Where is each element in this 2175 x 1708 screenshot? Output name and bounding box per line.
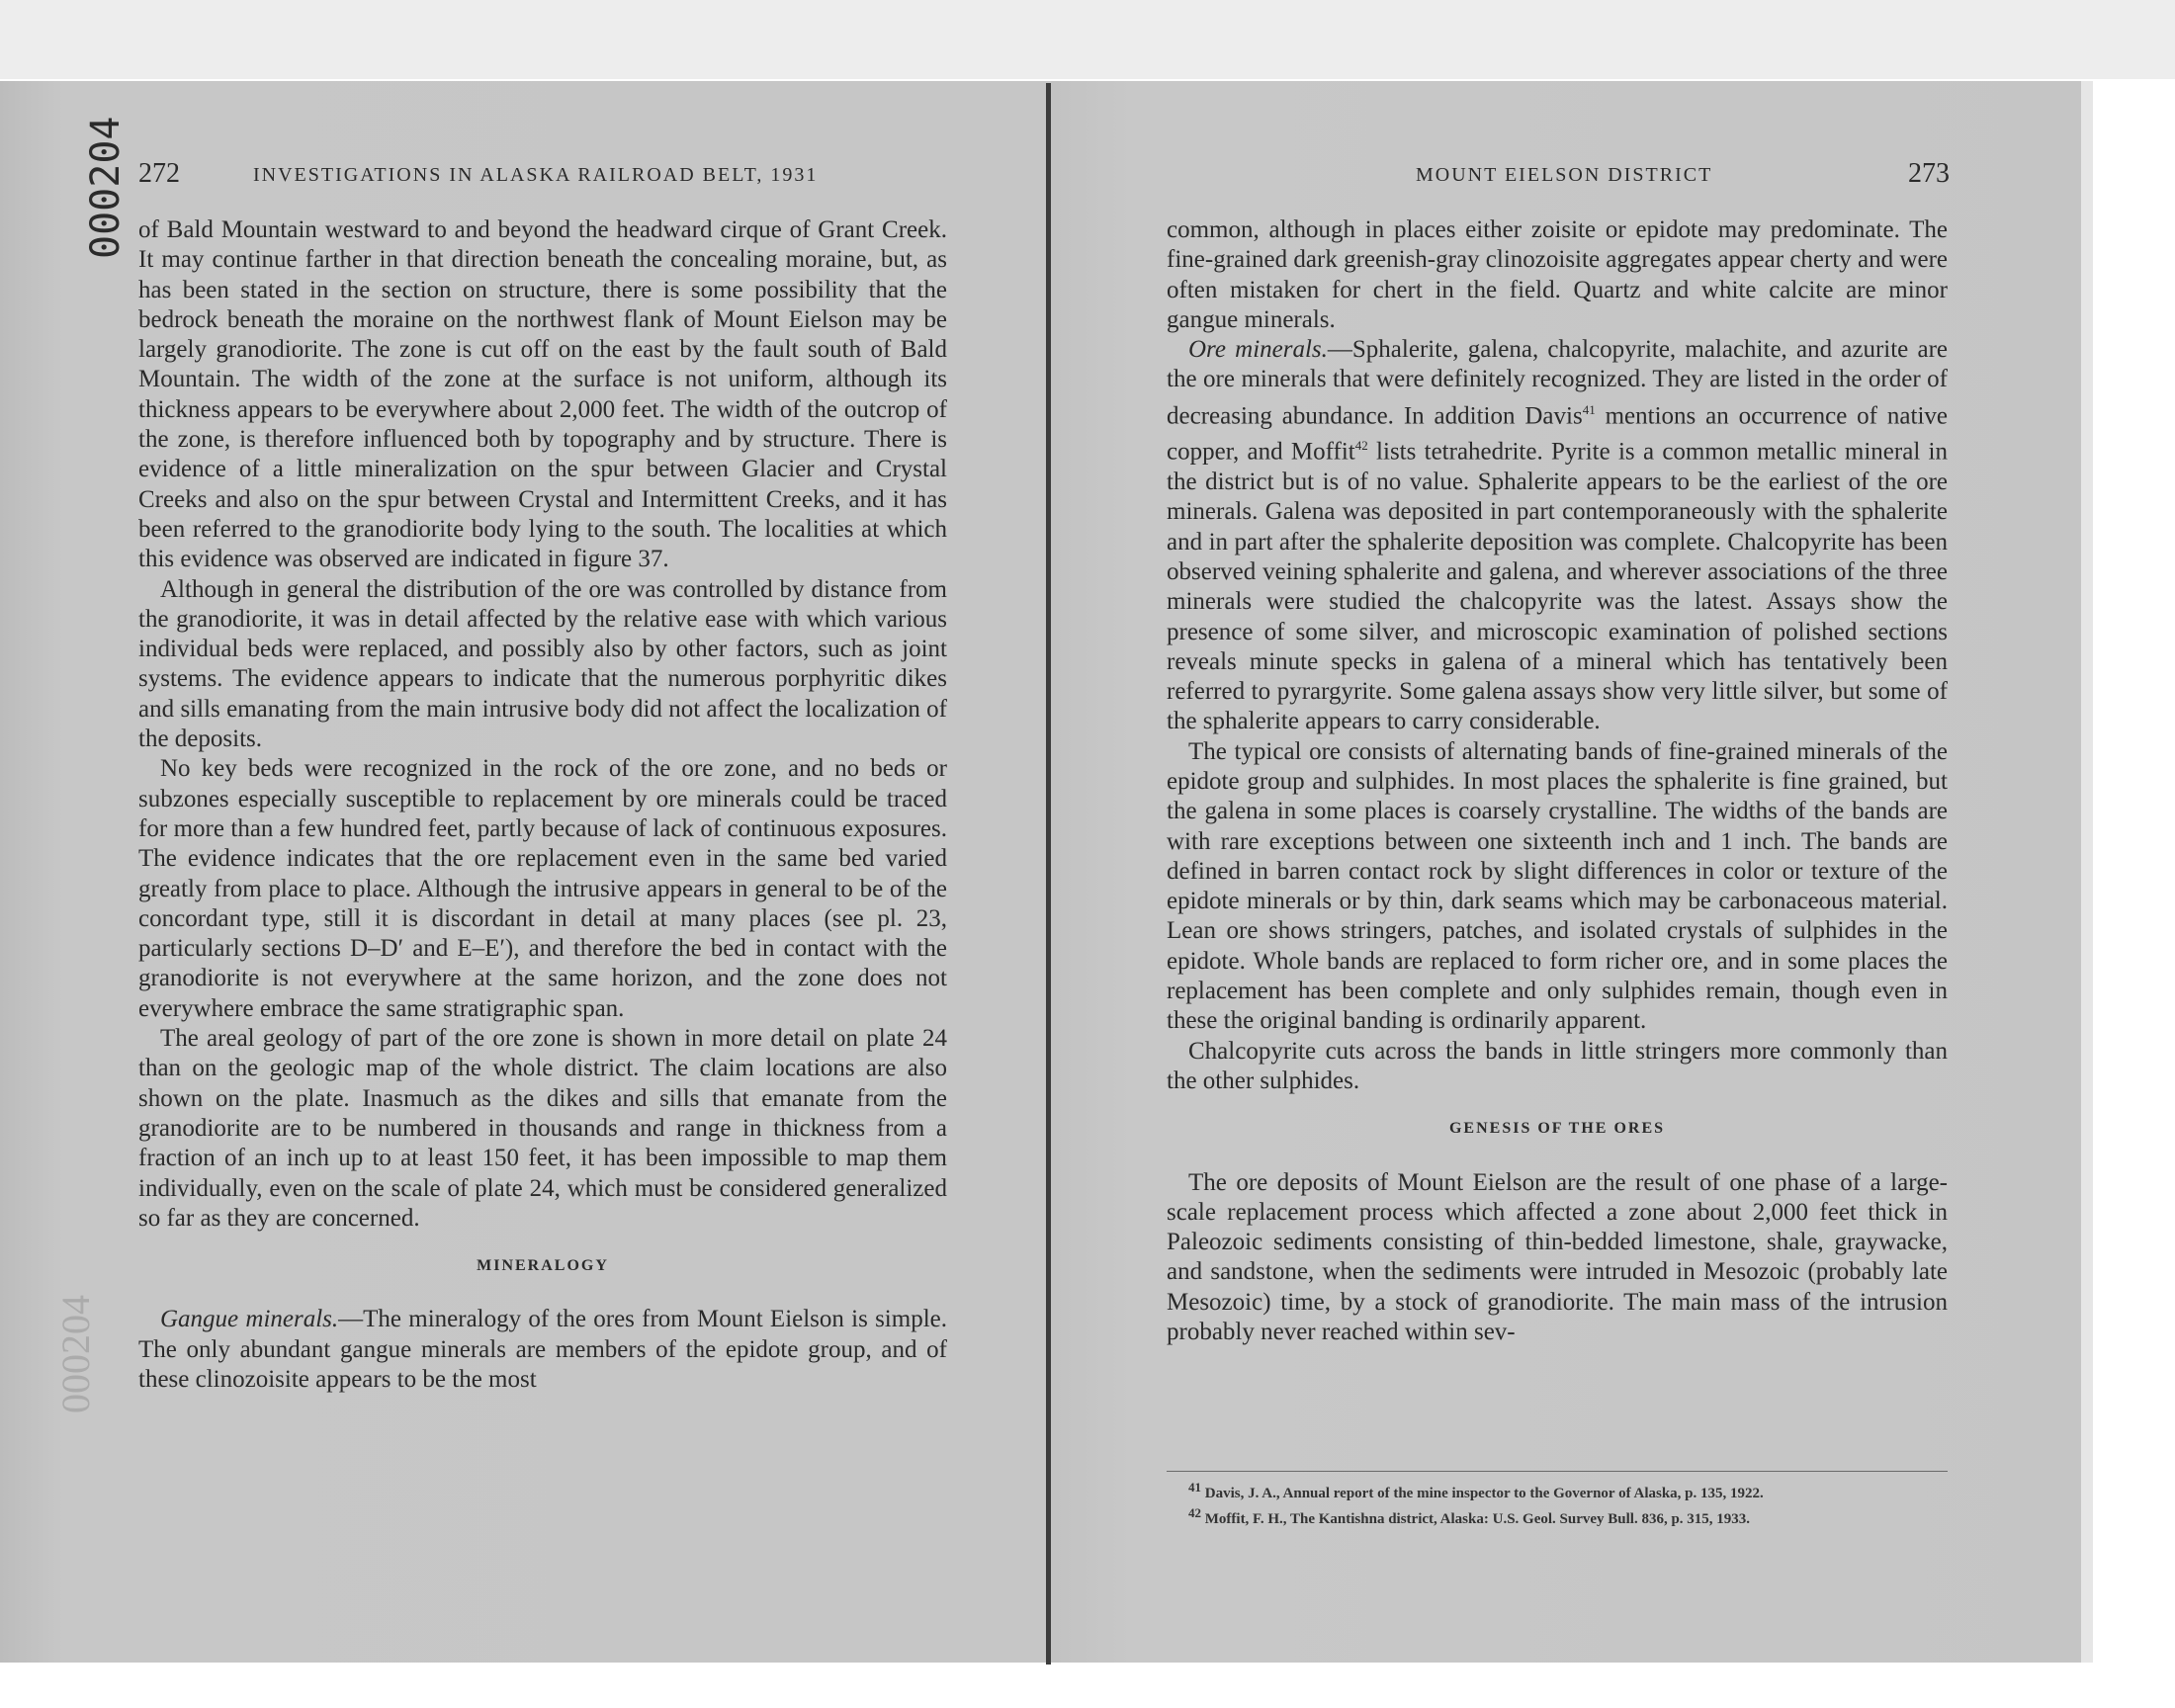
left-page-number: 272 [138, 158, 180, 189]
footnote [1167, 1503, 1948, 1529]
gangue-text: —The mineralogy of the ores from Mount Eielson is simple. The only abundant gangue minerals are members of the epidote group, and of these clinozoisite appears to be the most [138, 1306, 947, 1393]
ore-text: mentions an occurrence of native copper, and Moffit [1167, 402, 1948, 466]
footnote [1167, 1478, 1948, 1503]
gangue-lead: Gangue minerals. [160, 1306, 339, 1333]
page-edge [2081, 81, 2093, 1663]
ore-text: lists tetrahedrite. Pyrite is a common metallic mineral in the district but is of no value. Sphalerite appears to be the earliest of the ore minerals. Galena was deposited in part contemporaneously with the sphalerite and in part after the sphalerite deposition was complete. Chalcopyrite has been observed veining sphalerite and galena, and wherever associations of the three minerals were studied the chalcopyrite was the latest. Assays show the presence of some silver, and microscopic examination of polished sections reveals minute specks in galena of a mineral which has tentatively been referred to pyrargyrite. Some galena assays show very little silver, but some of the sphalerite appears to carry considerable. [1167, 438, 1948, 735]
section-heading-genesis: GENESIS OF THE ORES [1448, 1120, 1666, 1138]
paragraph: of Bald Mountain westward to and beyond the headward cirque of Grant Creek. It may continue farther in that direction beneath the concealing moraine, but, as has been stated in the section on structure, there is some possibility that the bedrock beneath the moraine on the northwest flank of Mount Eielson may be largely granodiorite. The zone is cut off on the east by the fault south of Bald Mountain. The width of the zone at the surface is not uniform, although its thickness appears to be everywhere about 2,000 feet. The width of the outcrop of the zone, is therefore influenced both by topography and by structure. There is evidence of a little mineralization on the spur between Glacier and Crystal Creeks and also on the spur between Crystal and Intermittent Creeks, and it has been referred to the granodiorite body lying to the south. The localities at which this evidence was observed are indicated in figure 37. [138, 216, 947, 573]
paragraph: The areal geology of part of the ore zone is shown in more detail on plate 24 than on the geologic map of the whole district. The claim locations are also shown on the plate. Inasmuch as the dikes and sills that emanate from the granodiorite are to be numbered in thousands and range in thickness from a fraction of an inch up to at least 150 feet, it has been impossible to map them individually, even on the scale of plate 24, which must be considered generalized so far as they are concerned. [138, 1025, 947, 1232]
right-column [1167, 215, 1948, 1347]
paragraph-ore-minerals [1167, 335, 1948, 737]
ore-lead: Ore minerals. [1188, 336, 1328, 364]
paragraph: common, although in places either zoisite or epidote may predominate. The fine-grained dark greenish-gray clinozoisite aggregates appear cherty and were often mistaken for chert in the field. Quartz and white calcite are minor gangue minerals. [1167, 216, 1948, 333]
paragraph-gangue [138, 1305, 947, 1395]
right-running-header: MOUNT EIELSON DISTRICT [1416, 164, 1713, 186]
ore-text: —Sphalerite, galena, chalcopyrite, malachite, and azurite are the ore minerals that were definitely recognized. They are listed in the order of decreasing abundance. In addition Davis [1167, 336, 1948, 430]
faint-stamp [49, 1226, 109, 1423]
paragraph: Although in general the distribution of the ore was controlled by distance from the granodiorite, it was in detail affected by the relative ease with which various individual beds were replaced, and possibly also by other factors, such as joint systems. The evidence appears to indicate that the numerous porphyritic dikes and sills emanating from the main intrusive body did not affect the localization of the deposits. [138, 575, 947, 753]
footnote-text: Moffit, F. H., The Kantishna district, Alaska: U.S. Geol. Survey Bull. 836, p. 315, 1933. [1204, 1511, 1751, 1527]
archive-stamp [81, 71, 140, 269]
paragraph: The ore deposits of Mount Eielson are the result of one phase of a large-scale replacement process which affected a zone about 2,000 feet thick in Paleozoic sediments consisting of thin-bedded limestone, shale, graywacke, and sandstone, when the sediments were intruded in Mesozoic (probably late Mesozoic) time, by a stock of granodiorite. The main mass of the intrusion probably never reached within sev- [1167, 1168, 1948, 1346]
footnote-mark: 42 [1188, 1505, 1201, 1520]
paragraph: Chalcopyrite cuts across the bands in little stringers more commonly than the other sulphides. [1167, 1037, 1948, 1094]
faint-stamp-text: 000204 [53, 1295, 98, 1413]
right-page-number: 273 [1908, 158, 1950, 189]
section-heading-mineralogy: MINERALOGY [477, 1257, 609, 1275]
footnote-ref: 41 [1582, 401, 1596, 417]
footnotes [1167, 1471, 1948, 1529]
paragraph: No key beds were recognized in the rock of the ore zone, and no beds or subzones especially susceptible to replacement by ore minerals could be traced for more than a few hundred feet, partly because of lack of continuous exposures. The evidence indicates that the ore replacement even in the same bed varied greatly from place to place. Although the intrusive appears in general to be of the concordant type, still it is discordant in detail at many places (see pl. 23, particularly sections D–D′ and E–E′), and therefore the bed in contact with the granodiorite is not everywhere at the same horizon, and the zone does not everywhere embrace the same stratigraphic span. [138, 755, 947, 1022]
archive-stamp-text: 000204 [83, 116, 129, 259]
left-column [138, 215, 947, 1395]
footnote-text: Davis, J. A., Annual report of the mine inspector to the Governor of Alaska, p. 135, 1922. [1204, 1486, 1764, 1501]
left-running-header: INVESTIGATIONS IN ALASKA RAILROAD BELT, 1931 [253, 164, 819, 186]
paragraph: The typical ore consists of alternating bands of fine-grained minerals of the epidote group and sulphides. In most places the sphalerite is fine grained, but the galena in some places is coarsely crystalline. The widths of the bands are with rare exceptions between one sixteenth inch and 1 inch. The bands are defined in barren contact rock by slight differences in color or texture of the epidote minerals or by thin, dark seams which may be carbonaceous material. Lean ore shows stringers, patches, and isolated crystals of sulphides in the epidote. Whole bands are replaced to form richer ore, and in some places the replacement has been complete and only sulphides remain, though even in these the original banding is ordinarily apparent. [1167, 737, 1948, 1035]
footnote-ref: 42 [1354, 438, 1368, 454]
book-gutter [1046, 83, 1051, 1665]
footnote-mark: 41 [1188, 1480, 1201, 1494]
